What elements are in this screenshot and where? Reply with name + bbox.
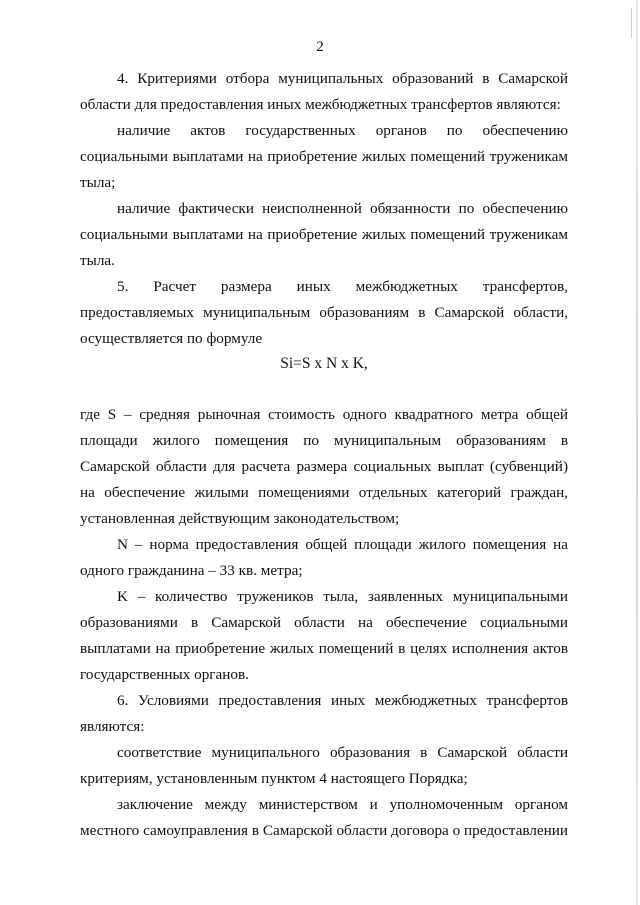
paragraph-variable-k: K – количество тружеников тыла, заявленных муниципальными образованиями в Самарской области на обеспечение социальными выплатами на приобретение жилых помещений в целях исполнения актов государственных органов. (80, 588, 568, 683)
paragraph-criterion-obligation: наличие фактически неисполненной обязанности по обеспечению социальными выплатами на приобретение жилых помещений труженикам тыла. (80, 200, 568, 269)
formula: Si=S x N x K, (280, 355, 368, 372)
paragraph-criterion-acts: наличие актов государственных органов по обеспечению социальными выплатами на приобретение жилых помещений труженикам тыла; (80, 122, 568, 191)
text-section-criteria (80, 66, 568, 352)
paragraph-variable-s: где S – средняя рыночная стоимость одного квадратного метра общей площади жилого помещения по муниципальным образованиям в Самарской области для расчета размера социальных выплат (субвенций) на обеспечение жилыми помещениями отдельных категорий граждан, установленная действующим законодательством; (80, 406, 568, 527)
paragraph-conditions-heading: 6. Условиями предоставления иных межбюджетных трансфертов являются: (80, 692, 568, 735)
paragraph-calculation-intro: 5. Расчет размера иных межбюджетных трансфертов, предоставляемых муниципальным образованиям в Самарской области, осуществляется по формуле (80, 278, 568, 347)
page-number: 2 (316, 39, 324, 55)
text-section-variables (80, 402, 568, 844)
scan-edge-mark (631, 8, 632, 38)
paragraph-condition-compliance: соответствие муниципального образования в Самарской области критериям, установленным пунктом 4 настоящего Порядка; (80, 744, 568, 787)
paragraph-condition-agreement: заключение между министерством и уполномоченным органом местного самоуправления в Самарской области договора о предоставлении (80, 796, 568, 839)
paragraph-criteria-heading: 4. Критериями отбора муниципальных образований в Самарской области для предоставления иных межбюджетных трансфертов являются: (80, 70, 568, 113)
paragraph-variable-n: N – норма предоставления общей площади жилого помещения на одного гражданина – 33 кв. метра; (80, 536, 568, 579)
scan-edge-shadow (636, 0, 638, 905)
